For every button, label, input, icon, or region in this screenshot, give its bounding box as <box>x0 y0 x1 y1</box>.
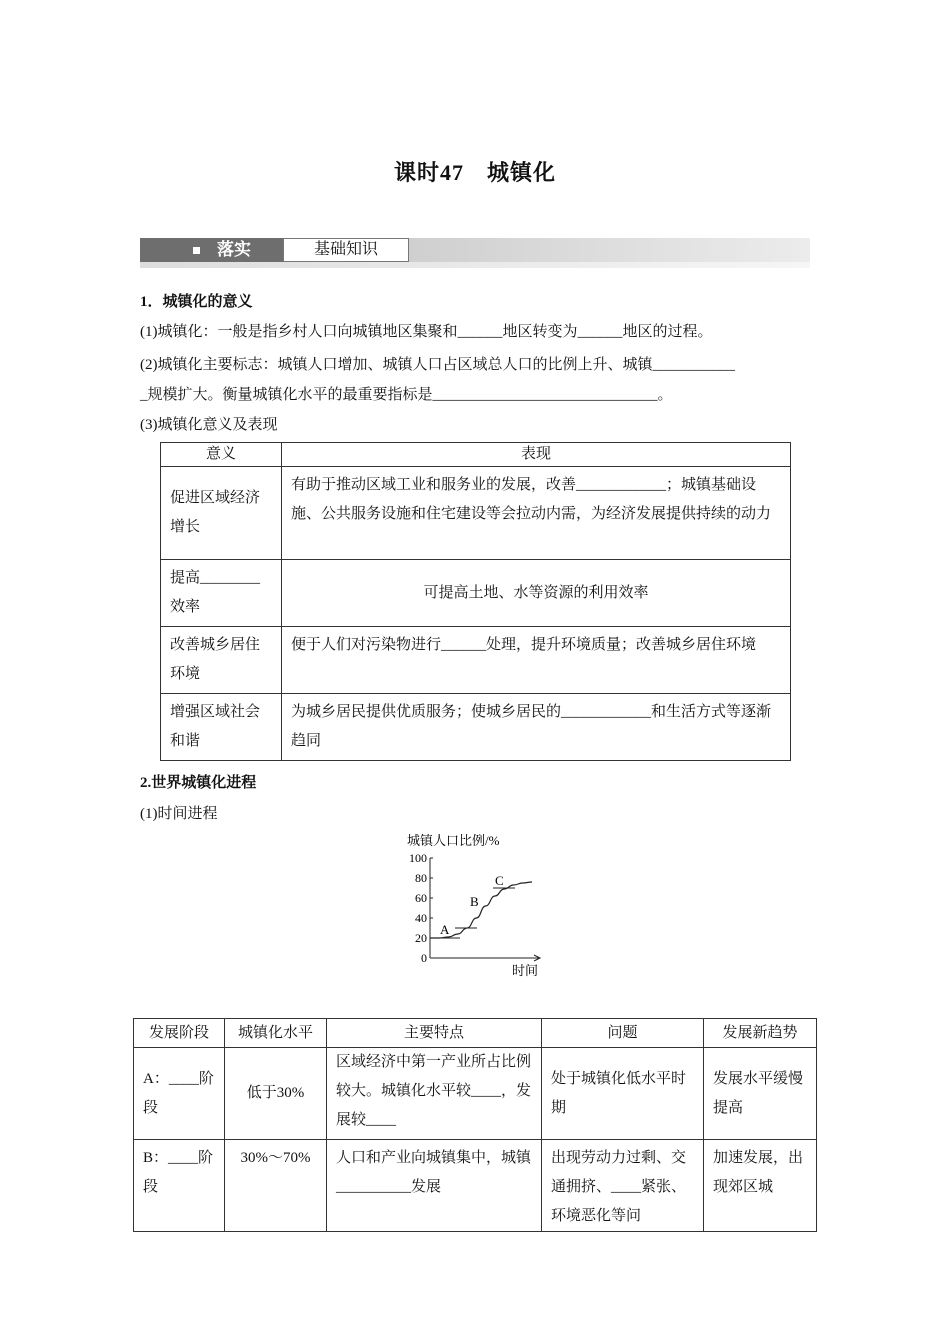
table-cell: A：____阶段 <box>134 1048 225 1140</box>
section-banner <box>140 238 810 262</box>
table-row <box>161 627 791 694</box>
table-cell: 人口和产业向城镇集中，城镇__________发展 <box>327 1140 542 1232</box>
paragraph: (2)城镇化主要标志：城镇人口增加、城镇人口占区域总人口的比例上升、城镇___________ <box>140 357 735 373</box>
table-header-row <box>134 1019 817 1048</box>
table-row <box>134 1048 817 1140</box>
header-cell: 问题 <box>542 1019 704 1048</box>
y-tick-label: 0 <box>421 951 427 965</box>
section2-heading: 2.世界城镇化进程 <box>140 775 257 791</box>
stage-label: A <box>440 922 450 937</box>
y-tick-label: 40 <box>415 911 427 925</box>
paragraph: _规模扩大。衡量城镇化水平的最重要指标是______________________________。 <box>140 387 673 403</box>
y-tick-label: 20 <box>415 931 427 945</box>
y-tick-label: 60 <box>415 891 427 905</box>
table-cell: 区域经济中第一产业所占比例较大。城镇化水平较____，发展较____ <box>327 1048 542 1140</box>
table-cell: 提高________效率 <box>161 560 282 627</box>
urbanization-chart <box>380 825 560 985</box>
table-cell: B：____阶段 <box>134 1140 225 1232</box>
stage-label: B <box>470 894 479 909</box>
table-cell: 促进区域经济增长 <box>161 467 282 560</box>
header-cell: 发展新趋势 <box>704 1019 817 1048</box>
stages-table <box>133 1018 817 1232</box>
x-axis-label: 时间 <box>512 963 539 978</box>
square-icon <box>193 247 200 254</box>
table-cell: 有助于推动区域工业和服务业的发展，改善____________；城镇基础设施、公共服务设施和住宅建设等会拉动内需，为经济发展提供持续的动力 <box>282 467 791 560</box>
table-row <box>134 1140 817 1232</box>
table-cell: 出现劳动力过剩、交通拥挤、____紧张、环境恶化等问 <box>542 1140 704 1232</box>
table-cell: 处于城镇化低水平时期 <box>542 1048 704 1140</box>
table-cell: 改善城乡居住环境 <box>161 627 282 694</box>
table-cell: 为城乡居民提供优质服务；使城乡居民的____________和生活方式等逐渐趋同 <box>282 694 791 761</box>
stage-label: C <box>495 873 504 888</box>
table-row <box>161 694 791 761</box>
table-cell: 可提高土地、水等资源的利用效率 <box>282 560 791 627</box>
header-cell: 主要特点 <box>327 1019 542 1048</box>
significance-table <box>160 442 791 761</box>
paragraph: (1)城镇化：一般是指乡村人口向城镇地区集聚和______地区转变为______地区的过程。 <box>140 324 713 340</box>
header-cell: 发展阶段 <box>134 1019 225 1048</box>
paragraph: (3)城镇化意义及表现 <box>140 417 278 433</box>
header-cell: 意义 <box>161 443 282 467</box>
paragraph: (1)时间进程 <box>140 806 218 822</box>
table-cell: 低于30% <box>225 1048 327 1140</box>
banner-shadow <box>140 262 810 268</box>
table-cell: 增强区域社会和谐 <box>161 694 282 761</box>
table-cell: 30%～70% <box>225 1140 327 1232</box>
header-cell: 表现 <box>282 443 791 467</box>
banner-left <box>140 238 283 262</box>
banner-right: 基础知识 <box>283 238 409 262</box>
table-cell: 发展水平缓慢提高 <box>704 1048 817 1140</box>
table-row <box>161 467 791 560</box>
y-axis-label: 城镇人口比例/% <box>407 833 500 848</box>
table-cell: 加速发展，出现郊区城 <box>704 1140 817 1232</box>
table-row <box>161 560 791 627</box>
banner-left-label: 落实 <box>217 240 251 259</box>
table-header-row <box>161 443 791 467</box>
y-tick-label: 100 <box>409 851 427 865</box>
table-cell: 便于人们对污染物进行______处理，提升环境质量；改善城乡居住环境 <box>282 627 791 694</box>
header-cell: 城镇化水平 <box>225 1019 327 1048</box>
y-tick-label: 80 <box>415 871 427 885</box>
page-title: 课时47 城镇化 <box>393 160 556 185</box>
section1-heading: 1．城镇化的意义 <box>140 294 253 310</box>
